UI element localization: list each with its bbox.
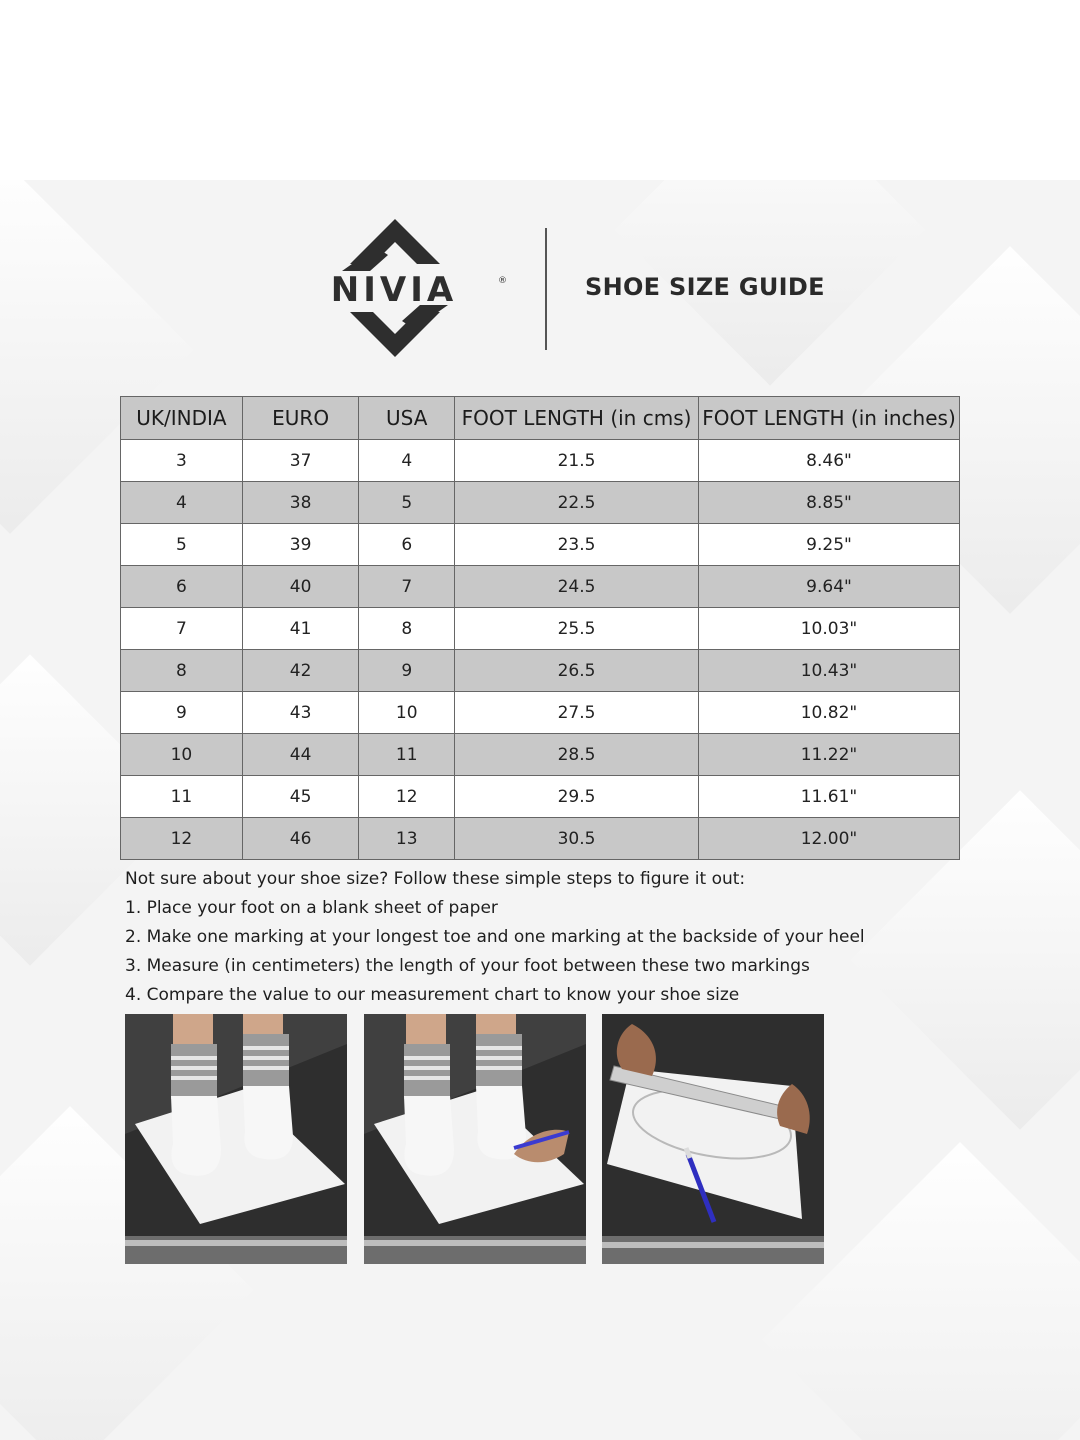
cell-uk-india: 12 [121, 818, 243, 860]
cell-foot-length-inches: 11.22" [698, 734, 959, 776]
column-header-uk-india: UK/INDIA [121, 397, 243, 440]
cell-uk-india: 11 [121, 776, 243, 818]
table-row [121, 482, 960, 524]
cell-uk-india: 3 [121, 440, 243, 482]
registered-mark: ® [498, 276, 507, 286]
cell-usa: 11 [359, 734, 455, 776]
instruction-step: 1. Place your foot on a blank sheet of paper [125, 898, 498, 918]
cell-euro: 43 [242, 692, 359, 734]
table-row [121, 440, 960, 482]
cell-uk-india: 7 [121, 608, 243, 650]
cell-euro: 46 [242, 818, 359, 860]
cell-foot-length-cms: 29.5 [455, 776, 699, 818]
cell-usa: 6 [359, 524, 455, 566]
instruction-step: 3. Measure (in centimeters) the length of your foot between these two markings [125, 956, 810, 976]
cell-foot-length-cms: 26.5 [455, 650, 699, 692]
table-row [121, 566, 960, 608]
shoe-size-table [120, 396, 960, 860]
table-row [121, 734, 960, 776]
cell-usa: 4 [359, 440, 455, 482]
cell-euro: 42 [242, 650, 359, 692]
table-row [121, 524, 960, 566]
cell-euro: 40 [242, 566, 359, 608]
table-row [121, 692, 960, 734]
cell-foot-length-inches: 8.85" [698, 482, 959, 524]
measuring-with-ruler-photo [602, 1014, 824, 1264]
header-divider [545, 228, 547, 350]
cell-foot-length-cms: 28.5 [455, 734, 699, 776]
logo-wordmark: NIVIA [330, 270, 458, 310]
cell-foot-length-cms: 27.5 [455, 692, 699, 734]
feet-on-paper-photo [125, 1014, 347, 1264]
column-header-usa: USA [359, 397, 455, 440]
cell-uk-india: 4 [121, 482, 243, 524]
cell-foot-length-inches: 10.03" [698, 608, 959, 650]
cell-uk-india: 8 [121, 650, 243, 692]
instruction-step: 2. Make one marking at your longest toe and one marking at the backside of your heel [125, 927, 865, 947]
cell-foot-length-inches: 12.00" [698, 818, 959, 860]
marking-toe-photo [364, 1014, 586, 1264]
cell-euro: 45 [242, 776, 359, 818]
cell-usa: 12 [359, 776, 455, 818]
cell-foot-length-cms: 23.5 [455, 524, 699, 566]
cell-foot-length-cms: 21.5 [455, 440, 699, 482]
cell-uk-india: 6 [121, 566, 243, 608]
cell-foot-length-inches: 11.61" [698, 776, 959, 818]
cell-euro: 39 [242, 524, 359, 566]
cell-foot-length-inches: 10.82" [698, 692, 959, 734]
cell-uk-india: 5 [121, 524, 243, 566]
cell-usa: 9 [359, 650, 455, 692]
cell-euro: 38 [242, 482, 359, 524]
cell-foot-length-cms: 30.5 [455, 818, 699, 860]
cell-usa: 7 [359, 566, 455, 608]
table-row [121, 776, 960, 818]
cell-usa: 10 [359, 692, 455, 734]
cell-foot-length-inches: 8.46" [698, 440, 959, 482]
cell-foot-length-cms: 24.5 [455, 566, 699, 608]
table-header-row [121, 397, 960, 440]
cell-usa: 5 [359, 482, 455, 524]
cell-euro: 41 [242, 608, 359, 650]
column-header-foot-length-cms: FOOT LENGTH (in cms) [455, 397, 699, 440]
page-title: SHOE SIZE GUIDE [585, 273, 825, 301]
cell-usa: 8 [359, 608, 455, 650]
cell-euro: 37 [242, 440, 359, 482]
cell-euro: 44 [242, 734, 359, 776]
cell-foot-length-cms: 25.5 [455, 608, 699, 650]
table-row [121, 608, 960, 650]
instructions [125, 867, 945, 1012]
cell-foot-length-inches: 9.25" [698, 524, 959, 566]
nivia-logo [282, 215, 508, 361]
table-row [121, 818, 960, 860]
cell-foot-length-inches: 9.64" [698, 566, 959, 608]
instruction-step: 4. Compare the value to our measurement chart to know your shoe size [125, 985, 740, 1005]
column-header-foot-length-inches: FOOT LENGTH (in inches) [698, 397, 959, 440]
cell-uk-india: 9 [121, 692, 243, 734]
cell-foot-length-inches: 10.43" [698, 650, 959, 692]
table-row [121, 650, 960, 692]
cell-usa: 13 [359, 818, 455, 860]
instructions-intro: Not sure about your shoe size? Follow these simple steps to figure it out: [125, 869, 746, 889]
cell-uk-india: 10 [121, 734, 243, 776]
column-header-euro: EURO [242, 397, 359, 440]
cell-foot-length-cms: 22.5 [455, 482, 699, 524]
nivia-logo-icon [282, 215, 508, 361]
